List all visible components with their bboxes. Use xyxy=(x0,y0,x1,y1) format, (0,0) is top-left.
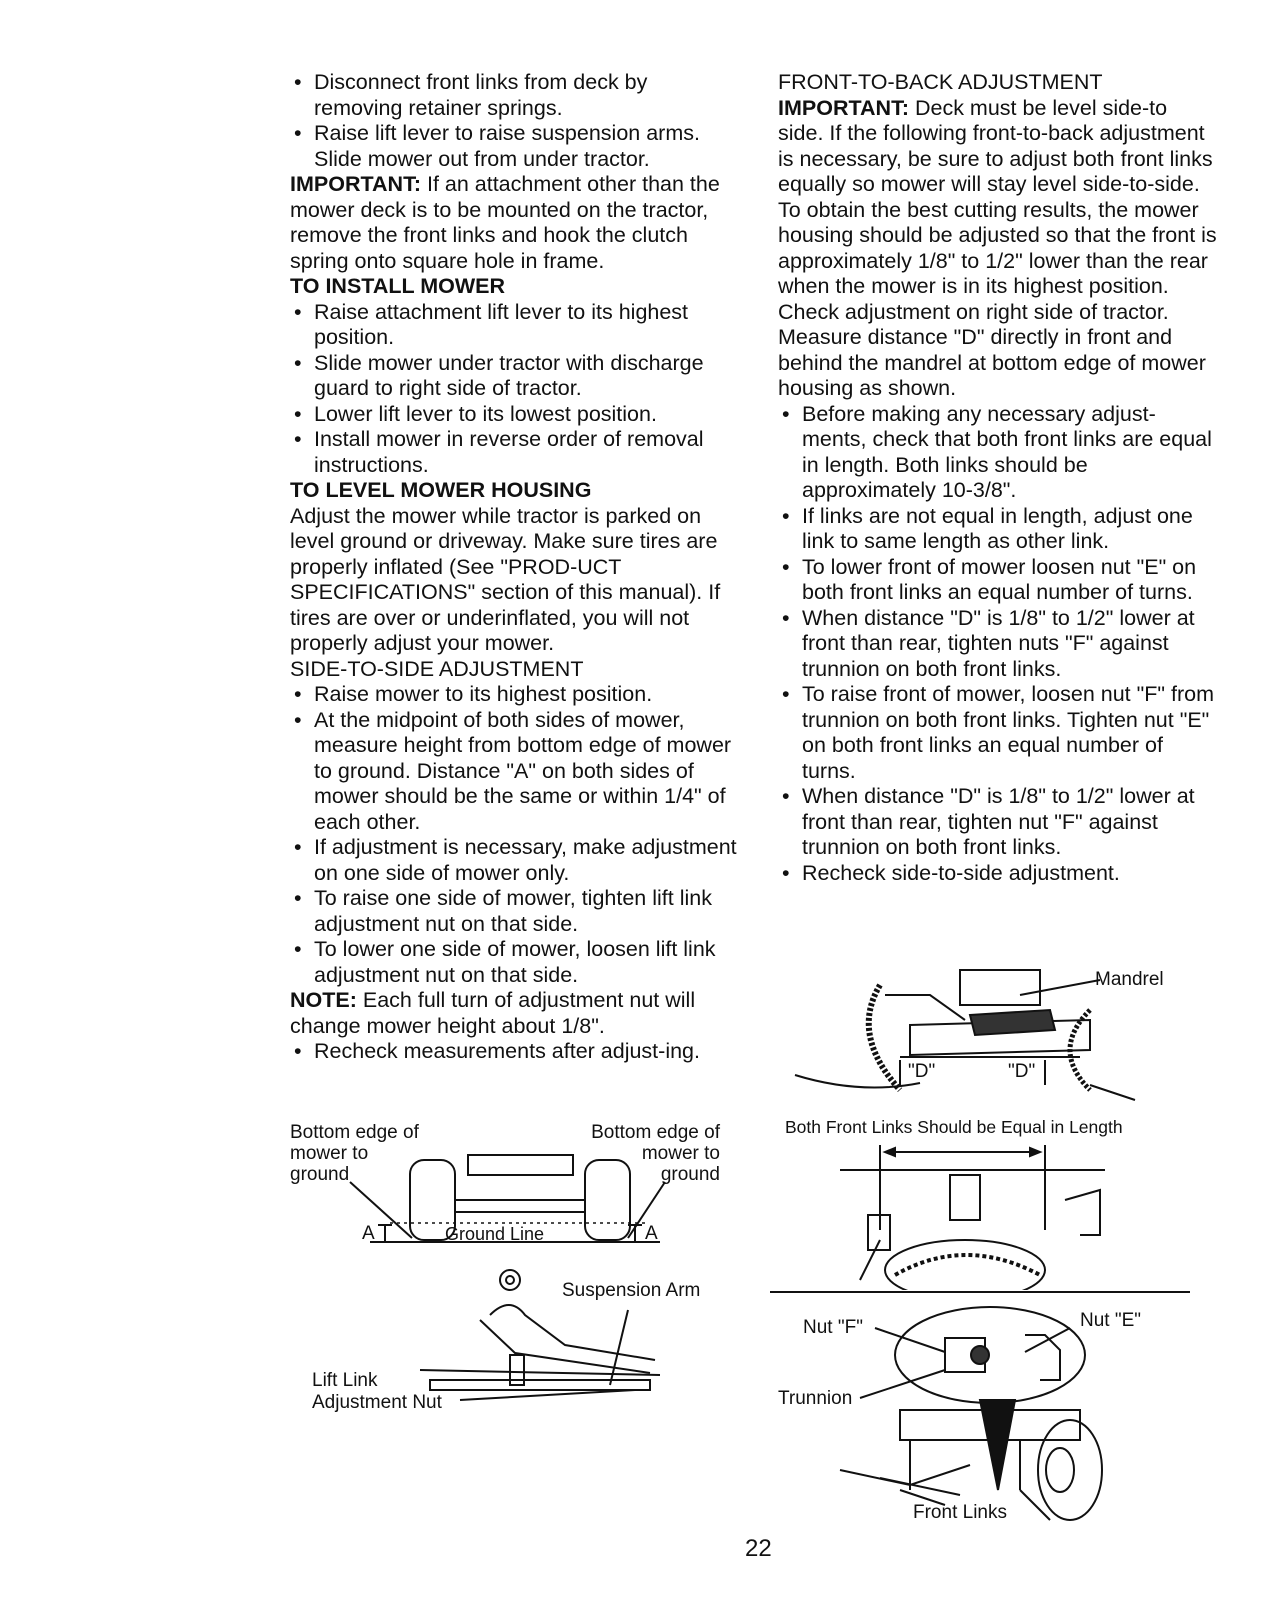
list-item: • When distance "D" is 1/8" to 1/2" lower at front than rear, tighten nuts "F" against trunnion on both front links. xyxy=(778,606,1218,683)
bottom-edge-label-left: Bottom edge of mower to ground xyxy=(290,1122,419,1185)
front-to-back-bullets xyxy=(778,402,1218,887)
paragraph: Check adjustment on right side of tractor. Measure distance "D" directly in front and behind the mandrel at bottom edge of mower housing as shown. xyxy=(778,299,1206,400)
level-heading: TO LEVEL MOWER HOUSING xyxy=(290,478,592,502)
ground-line-figure xyxy=(290,1120,730,1260)
list-item: • Before making any necessary adjust-ments, check that both front links are equal in length. Both links should be approximately 10-3/8". xyxy=(778,402,1218,504)
important-label: IMPORTANT: xyxy=(290,172,421,196)
list-item: • Recheck side-to-side adjustment. xyxy=(778,861,1218,887)
important-text: Deck must be level side-to side. If the following front-to-back adjustment is necessary, be sure to adjust both front links equally so mower will stay level side-to-side. xyxy=(778,95,1213,196)
list-item: • When distance "D" is 1/8" to 1/2" lower at front than rear, tighten nut "F" against trunnion on both front links. xyxy=(778,784,1218,861)
list-item: • Lower lift lever to its lowest position. xyxy=(290,402,740,428)
distance-d-right: "D" xyxy=(1008,1061,1036,1082)
important-note xyxy=(778,96,1218,198)
nut-e-label: Nut "E" xyxy=(1080,1310,1142,1331)
list-item: • To lower front of mower loosen nut "E" on both front links an equal number of turns. xyxy=(778,555,1218,606)
list-item: • If adjustment is necessary, make adjustment on one side of mower only. xyxy=(290,835,740,886)
ground-line-label: Ground Line xyxy=(445,1224,545,1244)
list-item: • Raise mower to its highest position. xyxy=(290,682,740,708)
left-column xyxy=(290,70,740,1065)
side-heading: SIDE-TO-SIDE ADJUSTMENT xyxy=(290,656,584,681)
install-heading: TO INSTALL MOWER xyxy=(290,274,505,298)
distance-a-left: A xyxy=(362,1223,375,1244)
list-item: • To raise one side of mower, tighten lift link adjustment nut on that side. xyxy=(290,886,740,937)
list-item: • Slide mower under tractor with discharge guard to right side of tractor. xyxy=(290,351,740,402)
right-column xyxy=(778,70,1218,886)
mandrel-label: Mandrel xyxy=(1095,969,1164,990)
removal-bullets xyxy=(290,70,740,172)
page-number: 22 xyxy=(745,1535,772,1562)
suspension-arm-figure xyxy=(310,1265,730,1425)
list-item: • Disconnect front links from deck by removing retainer springs. xyxy=(290,70,740,121)
level-text: Adjust the mower while tractor is parked on level ground or driveway. Make sure tires are properly inflated (See "PROD-UCT SPECIFICATIONS" section of this manual). If tires are over or underinflated, you will not properly adjust your mower. xyxy=(290,503,721,655)
list-item: • At the midpoint of both sides of mower, measure height from bottom edge of mower to ground. Distance "A" on both sides of mower should be the same or within 1/4" of each other. xyxy=(290,708,740,836)
bottom-edge-label-right: Bottom edge of mower to ground xyxy=(591,1122,720,1185)
front-links-label: Front Links xyxy=(913,1502,1007,1523)
list-item: • Install mower in reverse order of removal instructions. xyxy=(290,427,740,478)
list-item: • Raise attachment lift lever to its highest position. xyxy=(290,300,740,351)
list-item: • To raise front of mower, loosen nut "F" from trunnion on both front links. Tighten nut "E" on both front links an equal number of turns. xyxy=(778,682,1218,784)
nut-f-label: Nut "F" xyxy=(803,1317,863,1338)
mandrel-figure xyxy=(790,965,1200,1110)
front-links-caption: Both Front Links Should be Equal in Length xyxy=(785,1117,1123,1137)
distance-a-right: A xyxy=(645,1223,658,1244)
distance-d-left: "D" xyxy=(908,1061,936,1082)
trunnion-label: Trunnion xyxy=(778,1388,853,1409)
important-label: IMPORTANT: xyxy=(778,95,909,120)
lift-link-label: Lift Link Adjustment Nut xyxy=(312,1370,442,1413)
nut-trunnion-figure xyxy=(770,1290,1210,1550)
important-text: If an attachment other than the mower deck is to be mounted on the tractor, remove the front links and hook the clutch spring onto square hole in frame. xyxy=(290,172,720,273)
recheck-bullets xyxy=(290,1039,740,1065)
important-note xyxy=(290,172,740,274)
note-text: Each full turn of adjustment nut will change mower height about 1/8". xyxy=(290,988,696,1038)
list-item: • Recheck measurements after adjust-ing. xyxy=(290,1039,740,1065)
side-bullets xyxy=(290,682,740,988)
front-links-figure xyxy=(840,1140,1110,1290)
suspension-arm-label: Suspension Arm xyxy=(562,1280,701,1301)
paragraph: To obtain the best cutting results, the mower housing should be adjusted so that the front is approximately 1/8" to 1/2" lower than the rear when the mower is in its highest position. xyxy=(778,197,1217,298)
note xyxy=(290,988,740,1039)
note-label: NOTE: xyxy=(290,988,357,1012)
front-links-drawing xyxy=(840,1140,1110,1290)
list-item: • Raise lift lever to raise suspension arms. Slide mower out from under tractor. xyxy=(290,121,740,172)
list-item: • If links are not equal in length, adjust one link to same length as other link. xyxy=(778,504,1218,555)
list-item: • To lower one side of mower, loosen lift link adjustment nut on that side. xyxy=(290,937,740,988)
front-to-back-heading: FRONT-TO-BACK ADJUSTMENT xyxy=(778,70,1103,94)
install-bullets xyxy=(290,300,740,479)
